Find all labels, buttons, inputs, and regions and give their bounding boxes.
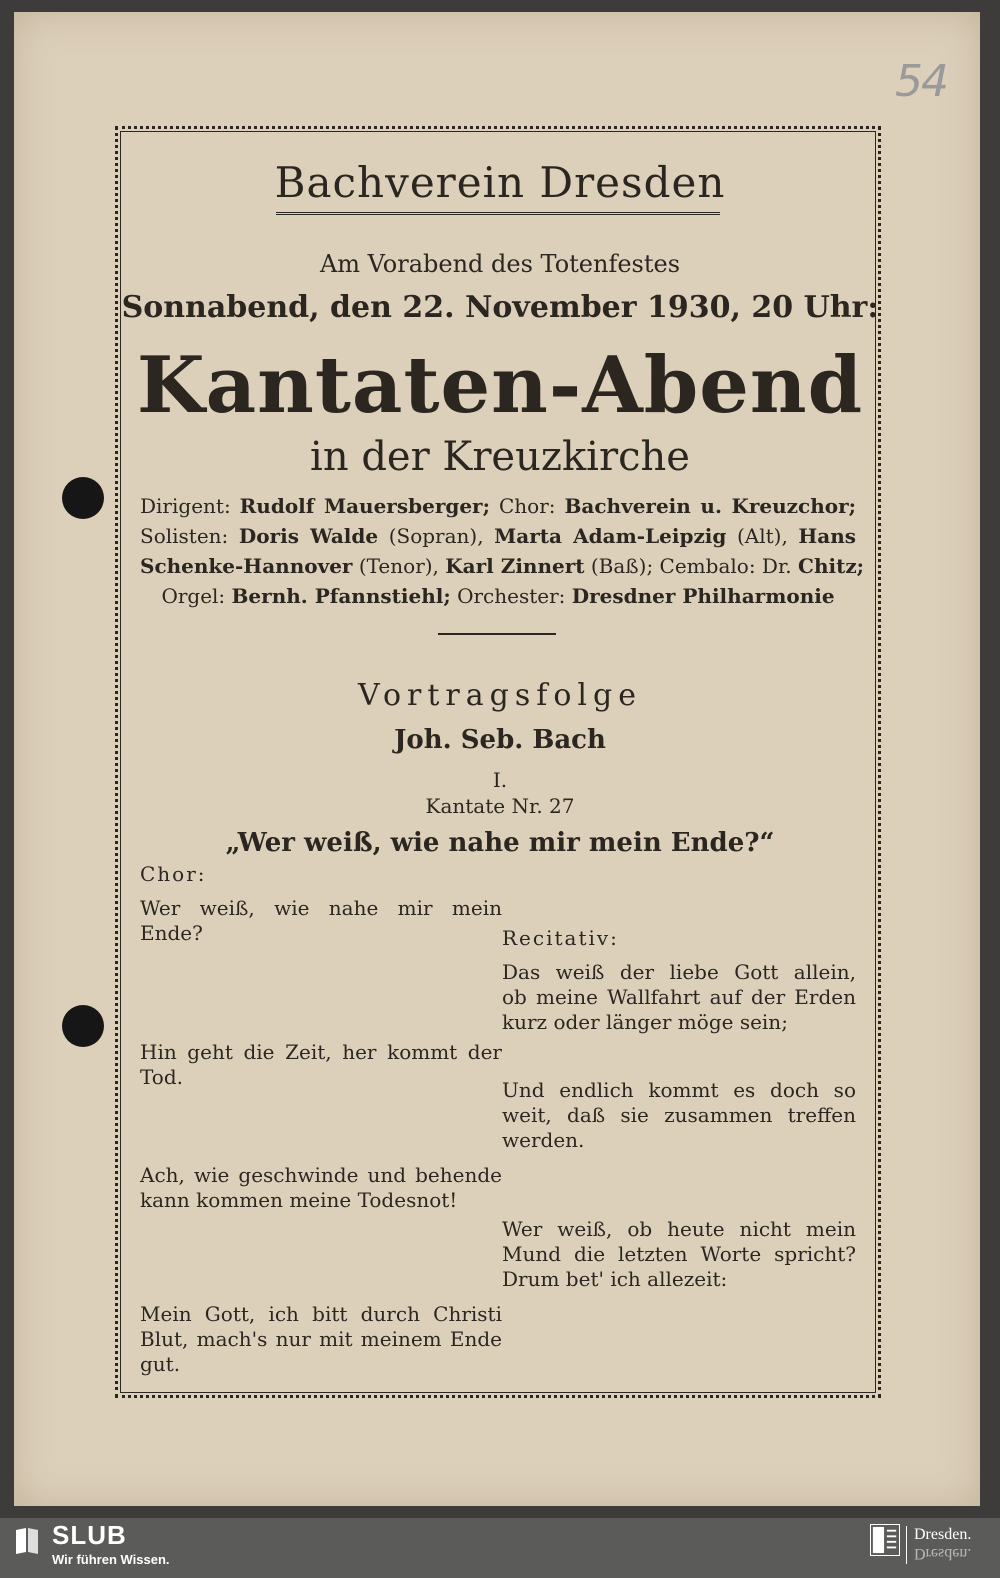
library-brand: SLUB	[52, 1520, 127, 1550]
city-wordmark-reflection: Dresden.	[914, 1545, 972, 1562]
organ-name: Bernh. Pfannstiehl;	[231, 584, 451, 608]
tenor-surname: Schenke-Hannover	[140, 554, 353, 578]
choir-name: Bachverein u. Kreuzchor;	[564, 494, 857, 518]
verse-line: Mund die letzten Worte spricht?	[502, 1242, 856, 1266]
choir-label: Chor:	[498, 494, 556, 518]
footer-bar	[0, 1518, 1000, 1578]
city-crest-icon	[870, 1524, 900, 1556]
recitative-verse-3	[502, 1217, 856, 1292]
cembalo-label: Cembalo: Dr.	[659, 554, 792, 578]
recitative-section-label: Recitativ:	[502, 926, 619, 950]
conductor-label: Dirigent:	[140, 494, 231, 518]
bass-name: Karl Zinnert	[445, 554, 585, 578]
verse-line: Hin geht die Zeit, her kommt der	[140, 1040, 502, 1064]
orchestra-label: Orchester:	[457, 584, 566, 608]
verse-line: werden.	[502, 1128, 585, 1152]
organ-label: Orgel:	[161, 584, 226, 608]
society-name: Bachverein Dresden	[274, 158, 726, 207]
book-icon	[14, 1526, 40, 1556]
credits-line-4	[140, 584, 856, 608]
date-line: Sonnabend, den 22. November 1930, 20 Uhr:	[121, 290, 879, 325]
cembalo-name: Chitz;	[798, 554, 865, 578]
choir-verse-1	[140, 896, 502, 946]
verse-line: Wer weiß, wie nahe mir mein	[140, 896, 502, 920]
verse-line: Tod.	[140, 1065, 183, 1089]
cantata-number: Kantate Nr. 27	[425, 794, 575, 818]
city-wordmark: Dresden.	[914, 1526, 972, 1543]
credits-line-2	[140, 524, 856, 548]
verse-line: Und endlich kommt es doch so	[502, 1078, 856, 1102]
conductor-name: Rudolf Mauersberger;	[239, 494, 490, 518]
page-number: 54	[895, 56, 947, 107]
verse-line: kurz oder länger möge sein;	[502, 1010, 788, 1034]
venue-line: in der Kreuzkirche	[310, 434, 690, 480]
alto-name: Marta Adam-Leipzig	[494, 524, 727, 548]
recitative-verse-2	[502, 1078, 856, 1153]
occasion-line: Am Vorabend des Totenfestes	[319, 250, 681, 278]
verse-line: weit, daß sie zusammen treffen	[502, 1103, 856, 1127]
choir-verse-4	[140, 1302, 502, 1377]
verse-line: Ende?	[140, 921, 203, 945]
verse-line: gut.	[140, 1352, 181, 1376]
choir-verse-3	[140, 1163, 502, 1213]
verse-line: Blut, mach's nur mit meinem Ende	[140, 1327, 502, 1351]
title-underline	[276, 212, 720, 217]
credits-line-3	[140, 554, 865, 578]
punch-hole-bottom	[62, 1005, 104, 1047]
soloists-label: Solisten:	[140, 524, 229, 548]
soprano-role: (Sopran),	[388, 524, 484, 548]
verse-line: Mein Gott, ich bitt durch Christi	[140, 1302, 502, 1326]
footer-divider	[906, 1526, 907, 1564]
composer-name: Joh. Seb. Bach	[394, 725, 606, 755]
soprano-name: Doris Walde	[238, 524, 379, 548]
punch-hole-top	[62, 477, 104, 519]
verse-line: Drum bet' ich allezeit:	[502, 1267, 728, 1291]
tenor-first-name: Hans	[798, 524, 857, 548]
credits-line-1	[140, 494, 856, 518]
programme-heading: Vortragsfolge	[358, 678, 642, 713]
recitative-verse-1	[502, 960, 856, 1035]
orchestra-name: Dresdner Philharmonie	[571, 584, 835, 608]
tenor-role: (Tenor),	[358, 554, 439, 578]
event-title: Kantaten-Abend	[136, 340, 864, 431]
choir-verse-2	[140, 1040, 502, 1090]
verse-line: Das weiß der liebe Gott allein,	[502, 960, 856, 984]
part-number: I.	[492, 768, 508, 792]
library-tagline: Wir führen Wissen.	[52, 1552, 170, 1567]
verse-line: kann kommen meine Todesnot!	[140, 1188, 458, 1212]
verse-line: ob meine Wallfahrt auf der Erden	[502, 985, 856, 1009]
choir-section-label: Chor:	[140, 862, 207, 886]
cantata-title: „Wer weiß, wie nahe mir mein Ende?“	[225, 828, 775, 858]
bass-role: (Baß);	[590, 554, 654, 578]
verse-line: Ach, wie geschwinde und behende	[140, 1163, 502, 1187]
verse-line: Wer weiß, ob heute nicht mein	[502, 1217, 856, 1241]
alto-role: (Alt),	[736, 524, 788, 548]
section-divider	[438, 633, 556, 635]
